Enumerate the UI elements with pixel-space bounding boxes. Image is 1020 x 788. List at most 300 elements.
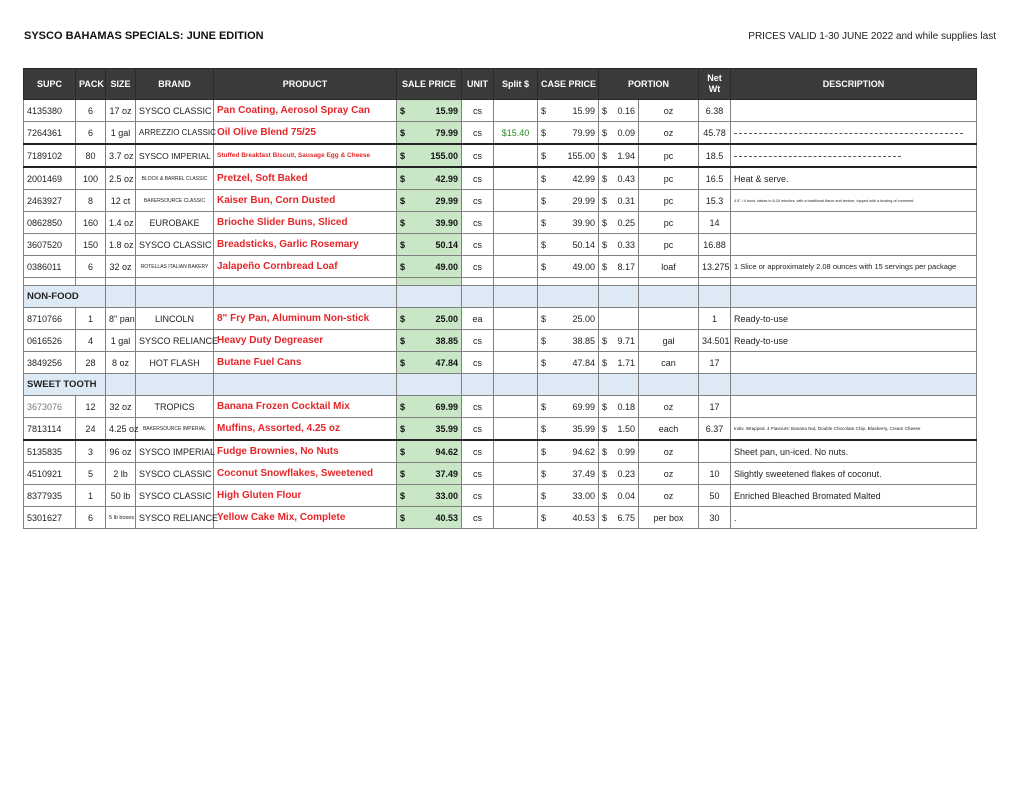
currency-symbol: $ (400, 446, 406, 457)
supc-cell: 7813114 (24, 418, 76, 441)
portion-price-cell (599, 190, 639, 212)
sale-price-cell (397, 507, 462, 529)
net-wt-cell: 30 (699, 507, 731, 529)
section-label: SWEET TOOTH (24, 374, 106, 396)
description-cell (731, 122, 977, 145)
portion-unit-cell: pc (639, 234, 699, 256)
net-wt-cell: 17 (699, 352, 731, 374)
case-price-value: 94.62 (572, 446, 595, 457)
sale-price-value: 40.53 (435, 512, 458, 523)
product-cell: 8" Fry Pan, Aluminum Non-stick (214, 308, 397, 330)
unit-cell: cs (462, 144, 494, 167)
col-description: DESCRIPTION (731, 69, 977, 100)
section-label: NON-FOOD (24, 286, 106, 308)
currency-symbol: $ (602, 105, 608, 116)
brand-cell: ROTELLAS ITALIAN BAKERY (136, 256, 214, 278)
portion-unit-cell: can (639, 352, 699, 374)
description-cell (731, 396, 977, 418)
case-price-cell (538, 352, 599, 374)
specials-table (23, 68, 977, 529)
section-row-sweet-tooth (24, 374, 977, 396)
portion-price-value: 0.04 (617, 490, 635, 501)
case-price-cell (538, 144, 599, 167)
portion-unit-cell: each (639, 418, 699, 441)
unit-cell: cs (462, 418, 494, 441)
sale-price-value: 50.14 (435, 239, 458, 250)
description-cell (731, 100, 977, 122)
split-cell (494, 308, 538, 330)
pack-cell: 160 (76, 212, 106, 234)
pack-cell: 6 (76, 507, 106, 529)
sale-price-value: 79.99 (435, 127, 458, 138)
portion-price-value: 0.16 (617, 105, 635, 116)
unit-cell: cs (462, 190, 494, 212)
supc-cell: 3607520 (24, 234, 76, 256)
unit-cell: cs (462, 485, 494, 507)
product-cell: Pan Coating, Aerosol Spray Can (214, 100, 397, 122)
portion-price-value: 9.71 (617, 335, 635, 346)
sale-price-value: 35.99 (435, 423, 458, 434)
table-header-row (24, 69, 977, 100)
brand-cell: BAKERSOURCE IMPERIAL (136, 418, 214, 441)
split-cell (494, 167, 538, 190)
table-row (24, 440, 977, 463)
portion-price-cell (599, 100, 639, 122)
supc-cell: 3673076 (24, 396, 76, 418)
pack-cell: 150 (76, 234, 106, 256)
sale-price-cell (397, 352, 462, 374)
split-cell (494, 256, 538, 278)
portion-unit-cell (639, 308, 699, 330)
case-price-value: 15.99 (572, 105, 595, 116)
currency-symbol: $ (541, 313, 547, 324)
case-price-cell (538, 167, 599, 190)
table-row (24, 100, 977, 122)
sale-price-cell (397, 167, 462, 190)
split-cell (494, 485, 538, 507)
case-price-value: 35.99 (572, 423, 595, 434)
net-wt-cell: 1 (699, 308, 731, 330)
description-cell: 4.5" / 4 buns, bakes in 8-10 minutes, with a traditional flavor and texture, topped with a dusting of cornmeal (731, 190, 977, 212)
table-row (24, 122, 977, 145)
size-cell: 17 oz (106, 100, 136, 122)
net-wt-cell: 10 (699, 463, 731, 485)
portion-price-cell (599, 463, 639, 485)
sale-price-cell (397, 256, 462, 278)
sale-price-value: 94.62 (435, 446, 458, 457)
portion-unit-cell: pc (639, 212, 699, 234)
pack-cell: 3 (76, 440, 106, 463)
portion-unit-cell: oz (639, 485, 699, 507)
redacted-line (734, 156, 901, 157)
product-cell: Yellow Cake Mix, Complete (214, 507, 397, 529)
supc-cell: 0386011 (24, 256, 76, 278)
unit-cell: cs (462, 256, 494, 278)
unit-cell: cs (462, 167, 494, 190)
portion-price-cell (599, 418, 639, 441)
currency-symbol: $ (541, 127, 547, 138)
case-price-value: 40.53 (572, 512, 595, 523)
brand-cell: HOT FLASH (136, 352, 214, 374)
currency-symbol: $ (541, 217, 547, 228)
col-case-price: CASE PRICE (538, 69, 599, 100)
net-wt-cell: 14 (699, 212, 731, 234)
currency-symbol: $ (541, 105, 547, 116)
net-wt-cell: 50 (699, 485, 731, 507)
portion-price-cell (599, 212, 639, 234)
product-cell: Banana Frozen Cocktail Mix (214, 396, 397, 418)
description-cell: . (731, 507, 977, 529)
brand-cell: SYSCO RELIANCE (136, 330, 214, 352)
description-cell: Slightly sweetened flakes of coconut. (731, 463, 977, 485)
portion-price-cell (599, 122, 639, 145)
table-row (24, 212, 977, 234)
net-wt-cell: 13.275 (699, 256, 731, 278)
brand-cell: TROPICS (136, 396, 214, 418)
table-row (24, 507, 977, 529)
pack-cell: 24 (76, 418, 106, 441)
net-wt-cell: 6.37 (699, 418, 731, 441)
case-price-value: 69.99 (572, 401, 595, 412)
pack-cell: 1 (76, 308, 106, 330)
table-row (24, 330, 977, 352)
size-cell: 3.7 oz (106, 144, 136, 167)
portion-price-value: 0.43 (617, 173, 635, 184)
split-cell (494, 144, 538, 167)
portion-unit-cell: gal (639, 330, 699, 352)
description-cell (731, 212, 977, 234)
sale-price-cell (397, 122, 462, 145)
brand-cell: LINCOLN (136, 308, 214, 330)
redacted-line (734, 133, 963, 134)
portion-price-value: 0.33 (617, 239, 635, 250)
description-cell (731, 144, 977, 167)
portion-price-value: 1.71 (617, 357, 635, 368)
split-cell (494, 396, 538, 418)
col-sale-price: SALE PRICE (397, 69, 462, 100)
sale-price-cell (397, 212, 462, 234)
portion-price-cell (599, 396, 639, 418)
supc-cell: 3849256 (24, 352, 76, 374)
unit-cell: cs (462, 463, 494, 485)
case-price-value: 39.90 (572, 217, 595, 228)
currency-symbol: $ (541, 423, 547, 434)
description-cell: Enriched Bleached Bromated Malted (731, 485, 977, 507)
brand-cell: SYSCO CLASSIC (136, 100, 214, 122)
col-supc: SUPC (24, 69, 76, 100)
currency-symbol: $ (602, 512, 608, 523)
case-price-value: 38.85 (572, 335, 595, 346)
sale-price-value: 155.00 (430, 150, 458, 161)
pack-cell: 1 (76, 485, 106, 507)
case-price-cell (538, 256, 599, 278)
table-row (24, 144, 977, 167)
portion-price-value: 0.23 (617, 468, 635, 479)
currency-symbol: $ (602, 423, 608, 434)
brand-cell: SYSCO CLASSIC (136, 485, 214, 507)
currency-symbol: $ (602, 239, 608, 250)
portion-price-cell (599, 167, 639, 190)
table-row (24, 485, 977, 507)
currency-symbol: $ (400, 401, 406, 412)
description-cell: Ready-to-use (731, 330, 977, 352)
unit-cell: cs (462, 330, 494, 352)
product-cell: Brioche Slider Buns, Sliced (214, 212, 397, 234)
portion-price-cell (599, 440, 639, 463)
description-cell (731, 352, 977, 374)
currency-symbol: $ (400, 423, 406, 434)
col-product: PRODUCT (214, 69, 397, 100)
case-price-cell (538, 440, 599, 463)
currency-symbol: $ (541, 195, 547, 206)
currency-symbol: $ (400, 173, 406, 184)
currency-symbol: $ (400, 239, 406, 250)
pack-cell: 6 (76, 122, 106, 145)
table-row (24, 396, 977, 418)
case-price-value: 49.00 (572, 261, 595, 272)
case-price-cell (538, 507, 599, 529)
product-cell: Kaiser Bun, Corn Dusted (214, 190, 397, 212)
unit-cell: cs (462, 507, 494, 529)
case-price-cell (538, 330, 599, 352)
currency-symbol: $ (602, 150, 608, 161)
split-cell (494, 234, 538, 256)
currency-symbol: $ (541, 173, 547, 184)
unit-cell: cs (462, 396, 494, 418)
unit-cell: cs (462, 212, 494, 234)
sale-price-value: 37.49 (435, 468, 458, 479)
portion-unit-cell: per box (639, 507, 699, 529)
case-price-value: 29.99 (572, 195, 595, 206)
size-cell: 96 oz (106, 440, 136, 463)
table-row (24, 308, 977, 330)
pack-cell: 6 (76, 256, 106, 278)
split-cell (494, 330, 538, 352)
split-cell (494, 418, 538, 441)
portion-price-value: 0.09 (617, 127, 635, 138)
supc-cell: 4510921 (24, 463, 76, 485)
net-wt-cell (699, 440, 731, 463)
currency-symbol: $ (400, 313, 406, 324)
table-row (24, 352, 977, 374)
product-cell: Oil Olive Blend 75/25 (214, 122, 397, 145)
size-cell: 32 oz (106, 396, 136, 418)
size-cell: 2 lb (106, 463, 136, 485)
product-cell: Pretzel, Soft Baked (214, 167, 397, 190)
product-cell: Jalapeño Cornbread Loaf (214, 256, 397, 278)
case-price-cell (538, 100, 599, 122)
portion-unit-cell: pc (639, 190, 699, 212)
currency-symbol: $ (602, 217, 608, 228)
supc-cell: 5135835 (24, 440, 76, 463)
net-wt-cell: 16.5 (699, 167, 731, 190)
size-cell: 1.4 oz (106, 212, 136, 234)
portion-price-value: 0.18 (617, 401, 635, 412)
col-pack: PACK (76, 69, 106, 100)
currency-symbol: $ (541, 512, 547, 523)
sale-price-cell (397, 308, 462, 330)
currency-symbol: $ (400, 127, 406, 138)
supc-cell: 7264361 (24, 122, 76, 145)
net-wt-cell: 45.78 (699, 122, 731, 145)
currency-symbol: $ (602, 335, 608, 346)
sale-price-value: 49.00 (435, 261, 458, 272)
pack-cell: 28 (76, 352, 106, 374)
product-cell: Coconut Snowflakes, Sweetened (214, 463, 397, 485)
currency-symbol: $ (541, 261, 547, 272)
portion-unit-cell: oz (639, 100, 699, 122)
table-row (24, 418, 977, 441)
sale-price-cell (397, 396, 462, 418)
case-price-value: 25.00 (572, 313, 595, 324)
portion-price-value: 8.17 (617, 261, 635, 272)
unit-cell: ea (462, 308, 494, 330)
portion-unit-cell: loaf (639, 256, 699, 278)
currency-symbol: $ (602, 401, 608, 412)
description-cell: 1 Slice or approximately 2.08 ounces with 15 servings per package (731, 256, 977, 278)
split-cell (494, 212, 538, 234)
sale-price-cell (397, 144, 462, 167)
validity-note: PRICES VALID 1-30 JUNE 2022 and while supplies last (748, 31, 996, 42)
sale-price-value: 38.85 (435, 335, 458, 346)
pack-cell: 12 (76, 396, 106, 418)
sale-price-cell (397, 100, 462, 122)
brand-cell: SYSCO CLASSIC (136, 234, 214, 256)
col-portion: PORTION (599, 69, 699, 100)
product-cell: Muffins, Assorted, 4.25 oz (214, 418, 397, 441)
size-cell: 5 lb boxes (106, 507, 136, 529)
portion-price-cell (599, 330, 639, 352)
brand-cell: EUROBAKE (136, 212, 214, 234)
net-wt-cell: 18.5 (699, 144, 731, 167)
table-row (24, 256, 977, 278)
sale-price-cell (397, 418, 462, 441)
portion-unit-cell: oz (639, 440, 699, 463)
case-price-cell (538, 396, 599, 418)
currency-symbol: $ (400, 150, 406, 161)
currency-symbol: $ (400, 105, 406, 116)
sale-price-cell (397, 463, 462, 485)
currency-symbol: $ (541, 490, 547, 501)
sale-price-value: 25.00 (435, 313, 458, 324)
size-cell: 1.8 oz (106, 234, 136, 256)
pack-cell: 4 (76, 330, 106, 352)
product-cell: Butane Fuel Cans (214, 352, 397, 374)
description-cell: Indiv. Wrapped. 4 Flavours: Banana Nut, Double Chocolate Chip, Blueberry, Cream Cheese (731, 418, 977, 441)
sale-price-value: 42.99 (435, 173, 458, 184)
size-cell: 2.5 oz (106, 167, 136, 190)
portion-unit-cell: oz (639, 463, 699, 485)
supc-cell: 8710766 (24, 308, 76, 330)
sale-price-value: 39.90 (435, 217, 458, 228)
brand-cell: SYSCO IMPERIAL (136, 440, 214, 463)
pack-cell: 8 (76, 190, 106, 212)
pack-cell: 100 (76, 167, 106, 190)
currency-symbol: $ (541, 239, 547, 250)
supc-cell: 2463927 (24, 190, 76, 212)
case-price-value: 79.99 (572, 127, 595, 138)
brand-cell: SYSCO RELIANCE (136, 507, 214, 529)
size-cell: 8 oz (106, 352, 136, 374)
size-cell: 1 gal (106, 122, 136, 145)
currency-symbol: $ (602, 446, 608, 457)
currency-symbol: $ (602, 173, 608, 184)
currency-symbol: $ (541, 468, 547, 479)
sale-price-value: 15.99 (435, 105, 458, 116)
case-price-value: 47.84 (572, 357, 595, 368)
size-cell: 50 lb (106, 485, 136, 507)
sale-price-cell (397, 330, 462, 352)
sale-price-value: 33.00 (435, 490, 458, 501)
product-cell: Breadsticks, Garlic Rosemary (214, 234, 397, 256)
split-cell: $15.40 (494, 122, 538, 145)
size-cell: 12 ct (106, 190, 136, 212)
portion-unit-cell: oz (639, 396, 699, 418)
currency-symbol: $ (400, 490, 406, 501)
portion-unit-cell: oz (639, 122, 699, 145)
net-wt-cell: 15.3 (699, 190, 731, 212)
product-cell: High Gluten Flour (214, 485, 397, 507)
portion-unit-cell: pc (639, 167, 699, 190)
sale-price-cell (397, 190, 462, 212)
size-cell: 32 oz (106, 256, 136, 278)
split-cell (494, 463, 538, 485)
sale-price-value: 29.99 (435, 195, 458, 206)
col-unit: UNIT (462, 69, 494, 100)
portion-price-cell (599, 485, 639, 507)
page-title: SYSCO BAHAMAS SPECIALS: JUNE EDITION (24, 30, 264, 42)
currency-symbol: $ (400, 217, 406, 228)
size-cell: 1 gal (106, 330, 136, 352)
unit-cell: cs (462, 440, 494, 463)
case-price-cell (538, 212, 599, 234)
description-cell: Ready-to-use (731, 308, 977, 330)
portion-price-value: 0.31 (617, 195, 635, 206)
supc-cell: 0862850 (24, 212, 76, 234)
currency-symbol: $ (400, 261, 406, 272)
pack-cell: 5 (76, 463, 106, 485)
case-price-cell (538, 190, 599, 212)
case-price-value: 37.49 (572, 468, 595, 479)
portion-price-cell (599, 507, 639, 529)
case-price-cell (538, 418, 599, 441)
currency-symbol: $ (400, 512, 406, 523)
currency-symbol: $ (541, 401, 547, 412)
portion-price-value: 0.99 (617, 446, 635, 457)
spacer-row (24, 278, 977, 286)
currency-symbol: $ (541, 335, 547, 346)
net-wt-cell: 34.501 (699, 330, 731, 352)
split-cell (494, 100, 538, 122)
currency-symbol: $ (541, 446, 547, 457)
sale-price-value: 47.84 (435, 357, 458, 368)
case-price-cell (538, 234, 599, 256)
sale-price-value: 69.99 (435, 401, 458, 412)
supc-cell: 4135380 (24, 100, 76, 122)
unit-cell: cs (462, 122, 494, 145)
brand-cell: ARREZZIO CLASSIC (136, 122, 214, 145)
col-size: SIZE (106, 69, 136, 100)
col-split: Split $ (494, 69, 538, 100)
supc-cell: 0616526 (24, 330, 76, 352)
case-price-value: 42.99 (572, 173, 595, 184)
supc-cell: 7189102 (24, 144, 76, 167)
portion-price-cell (599, 308, 639, 330)
sale-price-cell (397, 485, 462, 507)
currency-symbol: $ (400, 468, 406, 479)
description-cell: Sheet pan, un-iced. No nuts. (731, 440, 977, 463)
case-price-value: 33.00 (572, 490, 595, 501)
